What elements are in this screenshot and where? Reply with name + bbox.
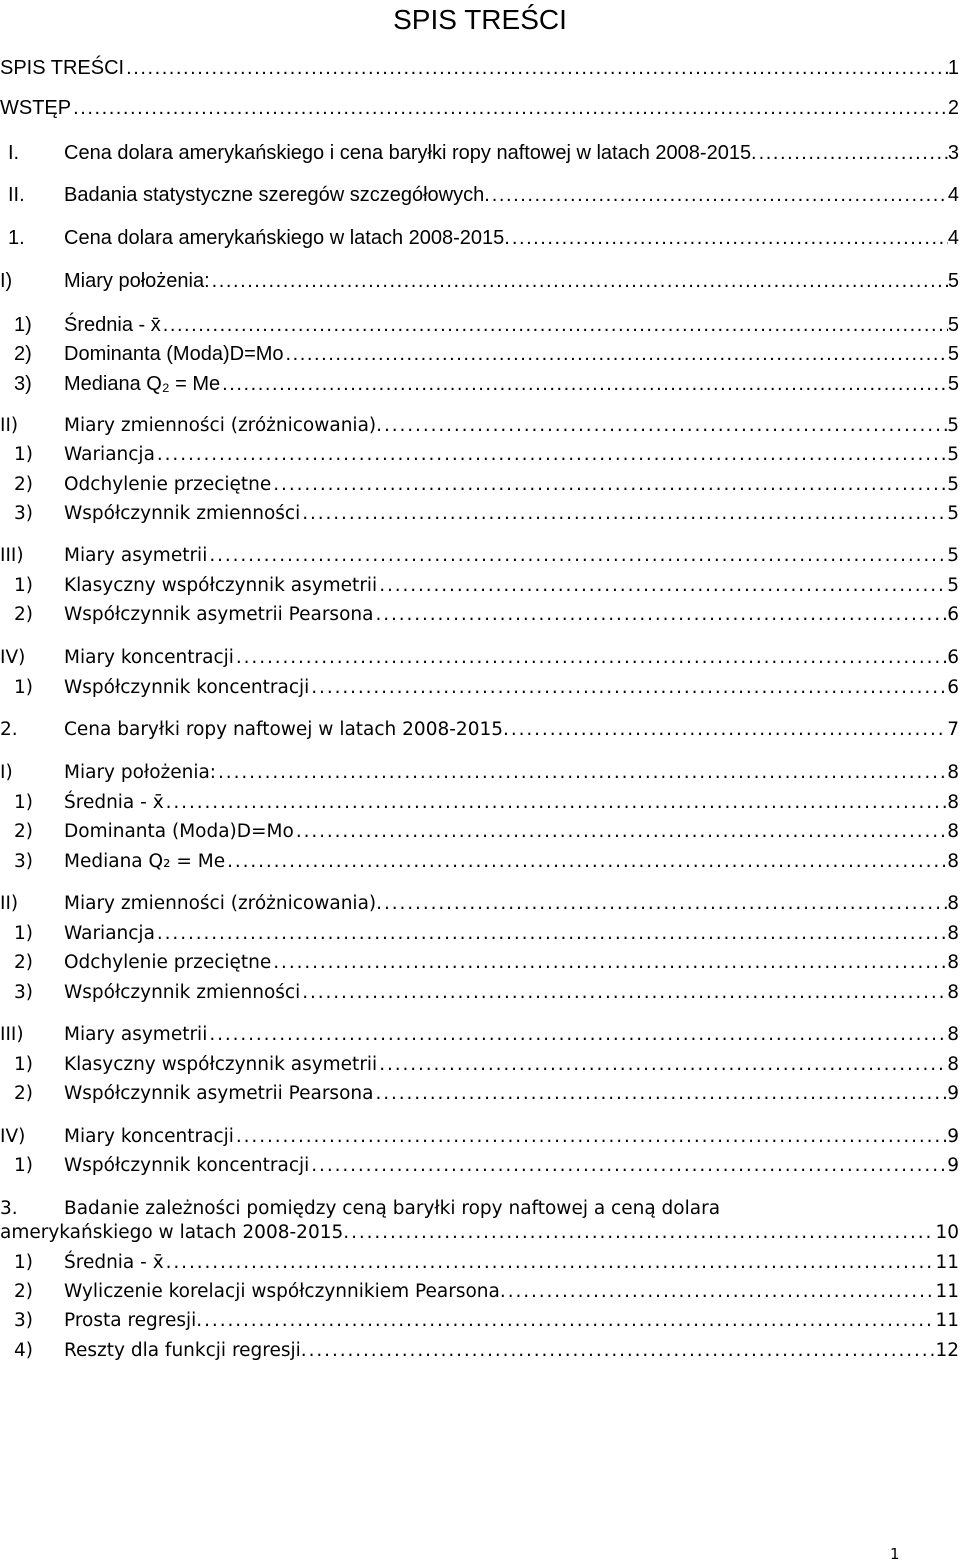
toc-entry-page: 11: [935, 1252, 959, 1273]
toc-entry-page: 5: [947, 270, 959, 292]
toc-dot-leader: [382, 891, 947, 917]
toc-entry-label: Cena dolara amerykańskiego i cena baryłki ropy naftowej w latach 2008-2015.: [64, 142, 757, 164]
toc-entry-page: 5: [947, 545, 959, 566]
toc-entry-number: 3.: [0, 1198, 18, 1219]
toc-entry-page: 8: [947, 762, 959, 783]
toc-entry-label: SPIS TREŚCI: [0, 57, 125, 79]
toc-dot-leader: [161, 312, 948, 338]
toc-entry-page: 5: [947, 444, 959, 465]
toc-entry-page: 4: [947, 184, 959, 206]
toc-entry-label: Miary położenia:: [64, 270, 210, 292]
toc-entry-number: 2): [14, 952, 33, 973]
toc-dot-leader: [300, 501, 947, 527]
toc-dot-leader: [382, 413, 947, 439]
toc-entry-label: Wariancja: [64, 923, 155, 944]
toc-entry-label: Średnia - x̄: [64, 1252, 164, 1273]
toc-entry-label: Miary położenia:: [64, 762, 217, 783]
toc-dot-leader: [373, 1081, 947, 1107]
toc-entry-page: 5: [947, 575, 959, 596]
toc-dot-leader: [509, 717, 947, 743]
toc-entry-label: Odchylenie przeciętne: [64, 952, 272, 973]
toc-entry-label: Wyliczenie korelacji współczynnikiem Pearsona.: [64, 1281, 506, 1302]
toc-entry-page: 5: [947, 343, 959, 365]
toc-dot-leader: [506, 1279, 936, 1305]
toc-dot-leader: [155, 921, 947, 947]
toc-entry-page: 8: [947, 923, 959, 944]
toc-entry-number: 3): [14, 982, 33, 1003]
toc-entry-number: 3): [14, 1310, 33, 1331]
toc-entry-page: 9: [947, 1126, 959, 1147]
toc-entry-label: Cena dolara amerykańskiego w latach 2008-2015.: [64, 227, 510, 249]
toc-entry-number: II): [0, 893, 19, 914]
toc-entry-page: 12: [935, 1340, 959, 1361]
toc-entry-number: 1): [14, 575, 33, 596]
toc-entry-label: Miary koncentracji: [64, 647, 234, 668]
toc-entry-page: 5: [947, 373, 959, 395]
toc-entry-page: 11: [935, 1310, 959, 1331]
toc-entry-page: 2: [947, 97, 959, 119]
toc-entry-page: 8: [947, 851, 959, 872]
toc-dot-leader: [71, 95, 948, 121]
toc-entry-number: 2): [14, 1083, 33, 1104]
toc-entry-page: 6: [947, 647, 959, 668]
toc-dot-leader: [294, 819, 947, 845]
toc-dot-leader: [373, 602, 947, 628]
toc-dot-leader: [377, 1052, 947, 1078]
toc-entry-number: IV): [0, 647, 26, 668]
toc-entry-number: I): [0, 762, 13, 783]
toc-entry-page: 4: [947, 227, 959, 249]
toc-dot-leader: [307, 1338, 936, 1364]
toc-entry-page: 3: [947, 142, 959, 164]
toc-entry-label: Miary zmienności (zróżnicowania).: [64, 893, 383, 914]
toc-entry-label: Badania statystyczne szeregów szczegółowych.: [64, 184, 490, 206]
toc-dot-leader: [225, 849, 947, 875]
toc-dot-leader: [207, 1022, 947, 1048]
toc-entry-number: 3): [14, 373, 32, 395]
toc-entry-number: 1.: [8, 227, 25, 249]
toc-entry-number: 1): [14, 677, 33, 698]
toc-entry-label: amerykańskiego w latach 2008-2015.: [0, 1222, 350, 1243]
toc-entry-label: Średnia - x̄: [64, 314, 161, 336]
toc-entry-page: 5: [947, 474, 959, 495]
toc-entry-page: 8: [947, 792, 959, 813]
toc-entry-page: 6: [947, 604, 959, 625]
toc-entry-label: Badanie zależności pomiędzy ceną baryłki ropy naftowej a ceną dolara: [64, 1198, 721, 1219]
toc-dot-leader: [164, 790, 948, 816]
toc-dot-leader: [202, 1308, 935, 1334]
toc-dot-leader: [164, 1250, 936, 1276]
toc-entry-number: II): [0, 415, 19, 436]
toc-dot-leader: [234, 1124, 947, 1150]
toc-entry-page: 8: [947, 982, 959, 1003]
toc-entry-label: Klasyczny współczynnik asymetrii: [64, 575, 378, 596]
toc-dot-leader: [234, 645, 947, 671]
toc-entry-number: III): [0, 1024, 24, 1045]
toc-entry-number: 3): [14, 503, 33, 524]
toc-entry-page: 5: [947, 415, 959, 436]
toc-dot-leader: [271, 472, 947, 498]
toc-entry-label: Miary asymetrii: [64, 1024, 208, 1045]
toc-entry-label: Mediana Q₂ = Me: [64, 373, 221, 395]
toc-entry-number: 1): [14, 314, 32, 336]
toc-entry-label: Współczynnik asymetrii Pearsona: [64, 604, 374, 625]
toc-entry-label: Dominanta (Moda)D=Mo: [64, 821, 294, 842]
toc-entry-number: 1): [14, 444, 33, 465]
toc-entry-number: IV): [0, 1126, 26, 1147]
toc-dot-leader: [210, 268, 948, 294]
toc-dot-leader: [300, 980, 947, 1006]
toc-entry-page: 7: [947, 719, 959, 740]
toc-entry-number: 4): [14, 1340, 33, 1361]
toc-entry-number: II.: [8, 184, 25, 206]
toc-entry-page: 1: [947, 57, 959, 79]
toc-entry-label: Współczynnik koncentracji: [64, 677, 310, 698]
toc-entry-label: Współczynnik zmienności: [64, 503, 301, 524]
toc-dot-leader: [757, 140, 948, 166]
toc-entry-page: 11: [935, 1281, 959, 1302]
toc-entry-label: WSTĘP: [0, 97, 72, 119]
toc-dot-leader: [220, 371, 948, 397]
toc-entry-number: III): [0, 545, 24, 566]
toc-entry-number: 2): [14, 474, 33, 495]
toc-dot-leader: [349, 1220, 935, 1246]
toc-dot-leader: [490, 182, 948, 208]
toc-entry-label: Średnia - x̄: [64, 792, 164, 813]
toc-dot-leader: [377, 573, 947, 599]
toc-entry-number: 1): [14, 1054, 33, 1075]
toc-entry-number: 1): [14, 1252, 33, 1273]
toc-entry-number: 1): [14, 1155, 33, 1176]
page-title: SPIS TREŚCI: [393, 4, 567, 35]
toc-dot-leader: [207, 543, 947, 569]
toc-entry-label: Współczynnik zmienności: [64, 982, 301, 1003]
toc-entry-number: 3): [14, 851, 33, 872]
toc-entry-label: Współczynnik asymetrii Pearsona: [64, 1083, 374, 1104]
toc-entry-number: I.: [8, 142, 20, 164]
toc-entry-label: Wariancja: [64, 444, 155, 465]
toc-entry-label: Prosta regresji.: [64, 1310, 203, 1331]
toc-entry-label: Miary koncentracji: [64, 1126, 234, 1147]
toc-dot-leader: [284, 341, 948, 367]
toc-entry-label: Współczynnik koncentracji: [64, 1155, 310, 1176]
page-number: 1: [890, 1545, 900, 1563]
toc-entry-number: 1): [14, 923, 33, 944]
toc-entry-number: 1): [14, 792, 33, 813]
toc-entry-label: Miary asymetrii: [64, 545, 208, 566]
toc-entry-label: Miary zmienności (zróżnicowania).: [64, 415, 383, 436]
toc-entry-number: 2): [14, 343, 32, 365]
toc-entry-page: 8: [947, 893, 959, 914]
toc-entry-label: Dominanta (Moda)D=Mo: [64, 343, 284, 365]
toc-entry-page: 8: [947, 821, 959, 842]
toc-entry-label: Klasyczny współczynnik asymetrii: [64, 1054, 378, 1075]
toc-entry-number: 2): [14, 1281, 33, 1302]
toc-entry-page: 9: [947, 1155, 959, 1176]
toc-entry-label: Cena baryłki ropy naftowej w latach 2008-2015.: [64, 719, 509, 740]
toc-entry-number: 2.: [0, 719, 18, 740]
toc-entry-page: 8: [947, 1054, 959, 1075]
toc-entry-page: 5: [947, 503, 959, 524]
toc-dot-leader: [216, 760, 947, 786]
toc-entry-number: 2): [14, 821, 33, 842]
toc-entry-label: Mediana Q₂ = Me: [64, 851, 226, 872]
toc-dot-leader: [309, 1153, 947, 1179]
toc-entry-label: Reszty dla funkcji regresji.: [64, 1340, 307, 1361]
toc-entry-page: 6: [947, 677, 959, 698]
toc-entry-page: 9: [947, 1083, 959, 1104]
toc-entry-number: 2): [14, 604, 33, 625]
toc-entry-page: 8: [947, 1024, 959, 1045]
toc-dot-leader: [155, 442, 947, 468]
toc-entry-page: 10: [935, 1222, 959, 1243]
toc-dot-leader: [309, 675, 947, 701]
toc-entry-label: Odchylenie przeciętne: [64, 474, 272, 495]
toc-dot-leader: [510, 225, 948, 251]
toc-entry-page: 5: [947, 314, 959, 336]
toc-dot-leader: [124, 55, 948, 81]
toc-entry-page: 8: [947, 952, 959, 973]
toc-entry-number: I): [0, 270, 13, 292]
toc-dot-leader: [271, 950, 947, 976]
